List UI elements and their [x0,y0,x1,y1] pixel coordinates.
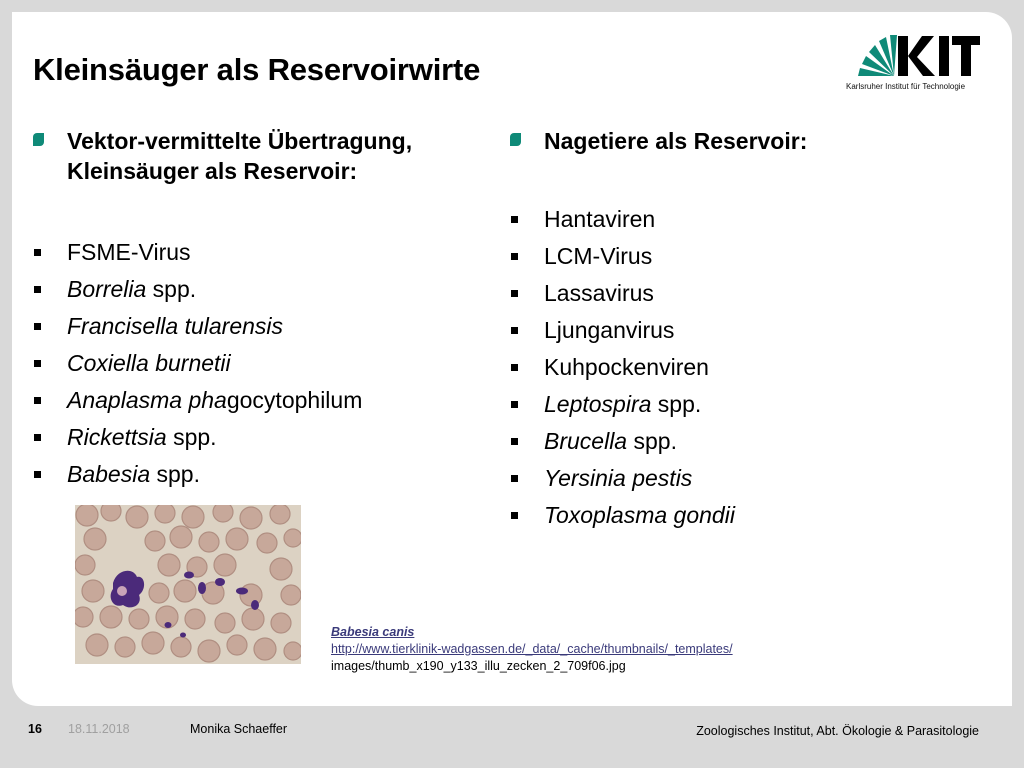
list-item: Borrelia spp. [30,271,480,308]
right-column [507,126,957,534]
right-heading-text: Nagetiere als Reservoir: [544,128,808,154]
list-item: Francisella tularensis [30,308,480,345]
footer-date: 18.11.2018 [68,722,130,736]
square-bullet-icon [511,216,518,223]
list-item: LCM-Virus [507,238,957,275]
list-item: Lassavirus [507,275,957,312]
square-bullet-icon [34,249,41,256]
list-item: Leptospira spp. [507,386,957,423]
list-item: Yersinia pestis [507,460,957,497]
square-bullet-icon [34,286,41,293]
square-bullet-icon [34,471,41,478]
page-number: 16 [28,722,42,736]
list-item: Toxoplasma gondii [507,497,957,534]
square-bullet-icon [511,364,518,371]
left-column [30,126,480,493]
square-bullet-icon [511,512,518,519]
list-item: Kuhpockenviren [507,349,957,386]
square-bullet-icon [34,360,41,367]
kit-logo-subtitle: Karlsruher Institut für Technologie [846,82,966,91]
list-item: Rickettsia spp. [30,419,480,456]
caption-title[interactable]: Babesia canis [331,625,415,639]
list-item: FSME-Virus [30,234,480,271]
heading-bullet-icon [510,133,521,146]
list-item: Brucella spp. [507,423,957,460]
kit-logo-mark [846,24,981,82]
list-item: Ljunganvirus [507,312,957,349]
square-bullet-icon [511,253,518,260]
square-bullet-icon [34,323,41,330]
right-bullet-list [507,201,957,534]
square-bullet-icon [511,401,518,408]
square-bullet-icon [34,434,41,441]
left-column-heading [30,126,480,186]
square-bullet-icon [34,397,41,404]
square-bullet-icon [511,438,518,445]
footer-institute: Zoologisches Institut, Abt. Ökologie & Parasitologie [696,724,979,738]
left-bullet-list [30,234,480,493]
heading-bullet-icon [33,133,44,146]
caption-source-path: images/thumb_x190_y133_illu_zecken_2_709f06.jpg [331,659,626,673]
caption-source-link[interactable]: http://www.tierklinik-wadgassen.de/_data/_cache/thumbnails/_templates/ [331,642,733,656]
left-heading-line1: Vektor-vermittelte Übertragung, [67,128,413,154]
list-item: Anaplasma phagocytophilum [30,382,480,419]
square-bullet-icon [511,475,518,482]
kit-logo [846,24,981,96]
babesia-microscope-image [75,505,301,664]
list-item: Babesia spp. [30,456,480,493]
image-caption [331,624,733,675]
blood-smear-picture [75,505,301,664]
left-heading-line2: Kleinsäuger als Reservoir: [67,158,358,184]
slide-title: Kleinsäuger als Reservoirwirte [33,52,481,87]
right-column-heading [507,126,957,156]
square-bullet-icon [511,290,518,297]
list-item: Hantaviren [507,201,957,238]
footer-author: Monika Schaeffer [190,722,288,736]
square-bullet-icon [511,327,518,334]
list-item: Coxiella burnetii [30,345,480,382]
